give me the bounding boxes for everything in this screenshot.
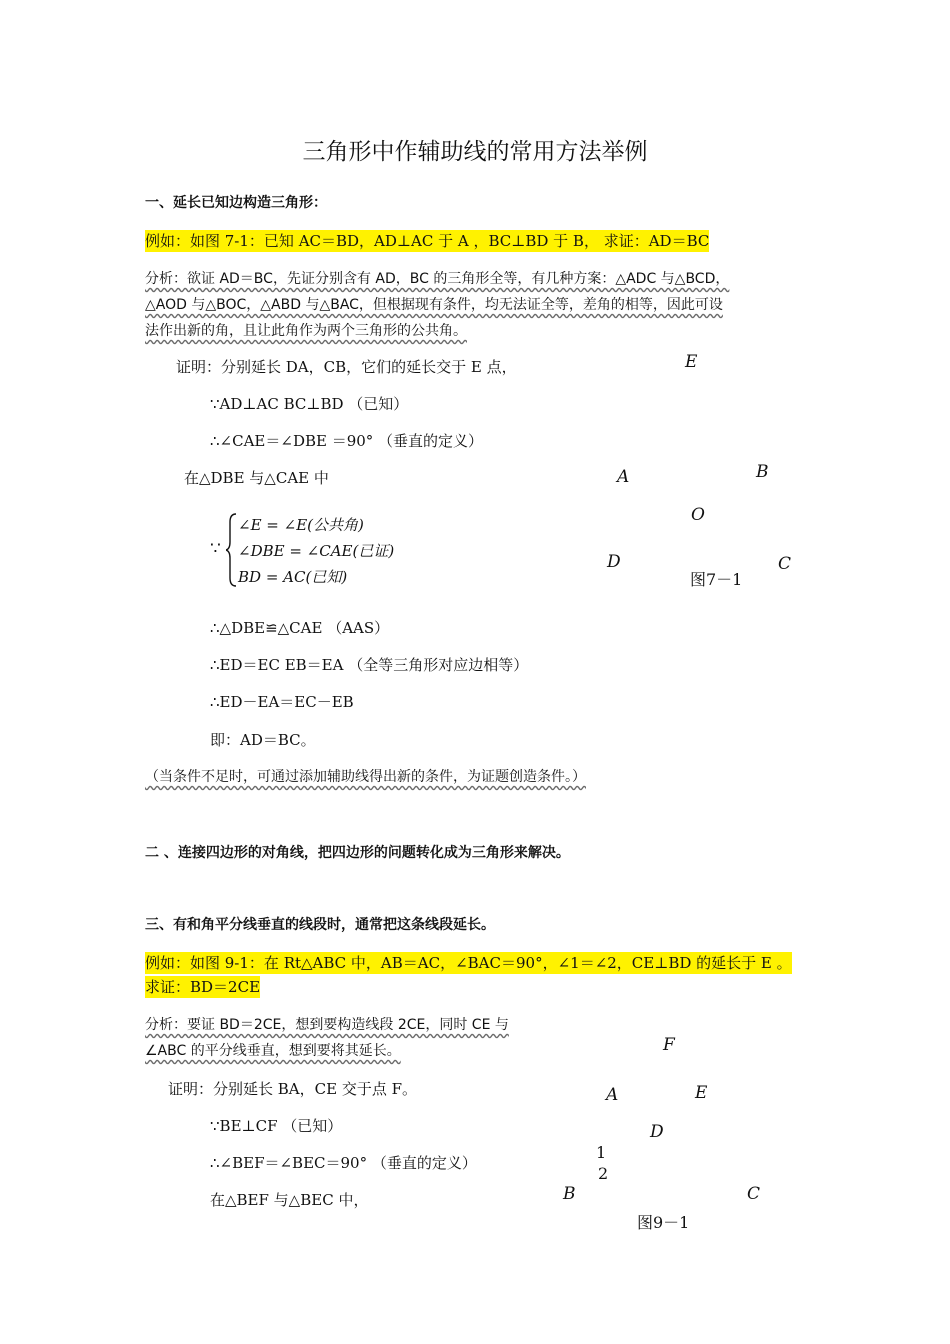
section1-proof-line-3: ∴∠CAE＝∠DBE ＝90° （垂直的定义） <box>210 432 484 450</box>
section1-conclusion-3: ∴ED－EA＝EC－EB <box>210 693 354 711</box>
fig7-caption: 图7－1 <box>690 570 743 589</box>
section1-proof-line-1: 证明：分别延长 DA，CB，它们的延长交于 E 点， <box>176 358 517 376</box>
section3-heading: 三、有和角平分线垂直的线段时，通常把这条线段延长。 <box>145 917 495 933</box>
section3-proof-line-2: ∵BE⊥CF （已知） <box>210 1117 343 1135</box>
fig7-label-B: B <box>756 462 769 482</box>
section3-proof-line-4: 在△BEF 与△BEC 中， <box>210 1191 369 1209</box>
section1-proof-line-2: ∵AD⊥AC BC⊥BD （已知） <box>210 395 409 413</box>
fig9-label-B: B <box>563 1184 576 1204</box>
fig9-label-A: A <box>606 1085 619 1105</box>
fig9-label-D: D <box>650 1122 664 1142</box>
section3-proof-line-3: ∴∠BEF＝∠BEC＝90° （垂直的定义） <box>210 1154 477 1172</box>
section1-example: 例如：如图 7-1：已知 AC＝BD，AD⊥AC 于 A ，BC⊥BD 于 B， 求证：AD＝BC <box>145 232 710 250</box>
fig7-label-E: E <box>685 352 698 372</box>
section3-example-line-1: 例如：如图 9-1：在 Rt△ABC 中，AB＝AC，∠BAC＝90°，∠1＝∠2，CE⊥BD 的延长于 E 。 <box>145 954 792 972</box>
fig7-label-O: O <box>691 505 705 525</box>
section1-analysis-line-3: 法作出新的角，且让此角作为两个三角形的公共角。 <box>145 323 467 339</box>
section3-analysis-line-2: ∠ABC 的平分线垂直，想到要将其延长。 <box>145 1043 401 1059</box>
section1-conclusion-2: ∴ED＝EC EB＝EA （全等三角形对应边相等） <box>210 656 529 674</box>
section1-heading: 一、延长已知边构造三角形： <box>145 195 327 211</box>
section2-heading: 二 、连接四边形的对角线，把四边形的问题转化成为三角形来解决。 <box>145 845 570 861</box>
because-symbol: ∵ <box>210 539 221 559</box>
section1-proof-line-4: 在△DBE 与△CAE 中 <box>184 469 329 487</box>
system-row-1: ∠E = ∠E(公共角) <box>238 516 364 534</box>
fig9-label-1: 1 <box>596 1143 607 1162</box>
system-row-3: BD = AC(已知) <box>238 568 348 586</box>
fig9-caption: 图9－1 <box>637 1213 690 1232</box>
section3-proof-line-1: 证明：分别延长 BA，CE 交于点 F。 <box>168 1080 417 1098</box>
fig7-label-C: C <box>778 554 792 574</box>
section1-note: （当条件不足时，可通过添加辅助线得出新的条件，为证题创造条件。） <box>145 769 586 785</box>
brace-icon <box>226 512 238 588</box>
fig7-label-D: D <box>607 552 621 572</box>
fig9-label-E: E <box>695 1083 708 1103</box>
section3-analysis-line-1: 分析：要证 BD＝2CE，想到要构造线段 2CE，同时 CE 与 <box>145 1017 509 1033</box>
fig7-label-A: A <box>617 467 630 487</box>
page-title: 三角形中作辅助线的常用方法举例 <box>302 139 648 165</box>
section1-conclusion-4: 即：AD＝BC。 <box>210 731 316 749</box>
section1-conclusion-1: ∴△DBE≌△CAE （AAS） <box>210 619 390 637</box>
fig9-label-F: F <box>663 1035 675 1055</box>
section1-analysis-line-1: 分析：欲证 AD＝BC，先证分别含有 AD，BC 的三角形全等，有几种方案：△ADC 与△BCD， <box>145 271 730 287</box>
section3-example-line-2: 求证：BD＝2CE <box>145 978 261 996</box>
fig9-label-2: 2 <box>598 1164 609 1183</box>
system-row-2: ∠DBE = ∠CAE(已证) <box>238 542 395 560</box>
fig9-label-C: C <box>747 1184 761 1204</box>
section1-analysis-line-2: △AOD 与△BOC，△ABD 与△BAC，但根据现有条件，均无法证全等，差角的相等，因此可设 <box>145 297 723 313</box>
